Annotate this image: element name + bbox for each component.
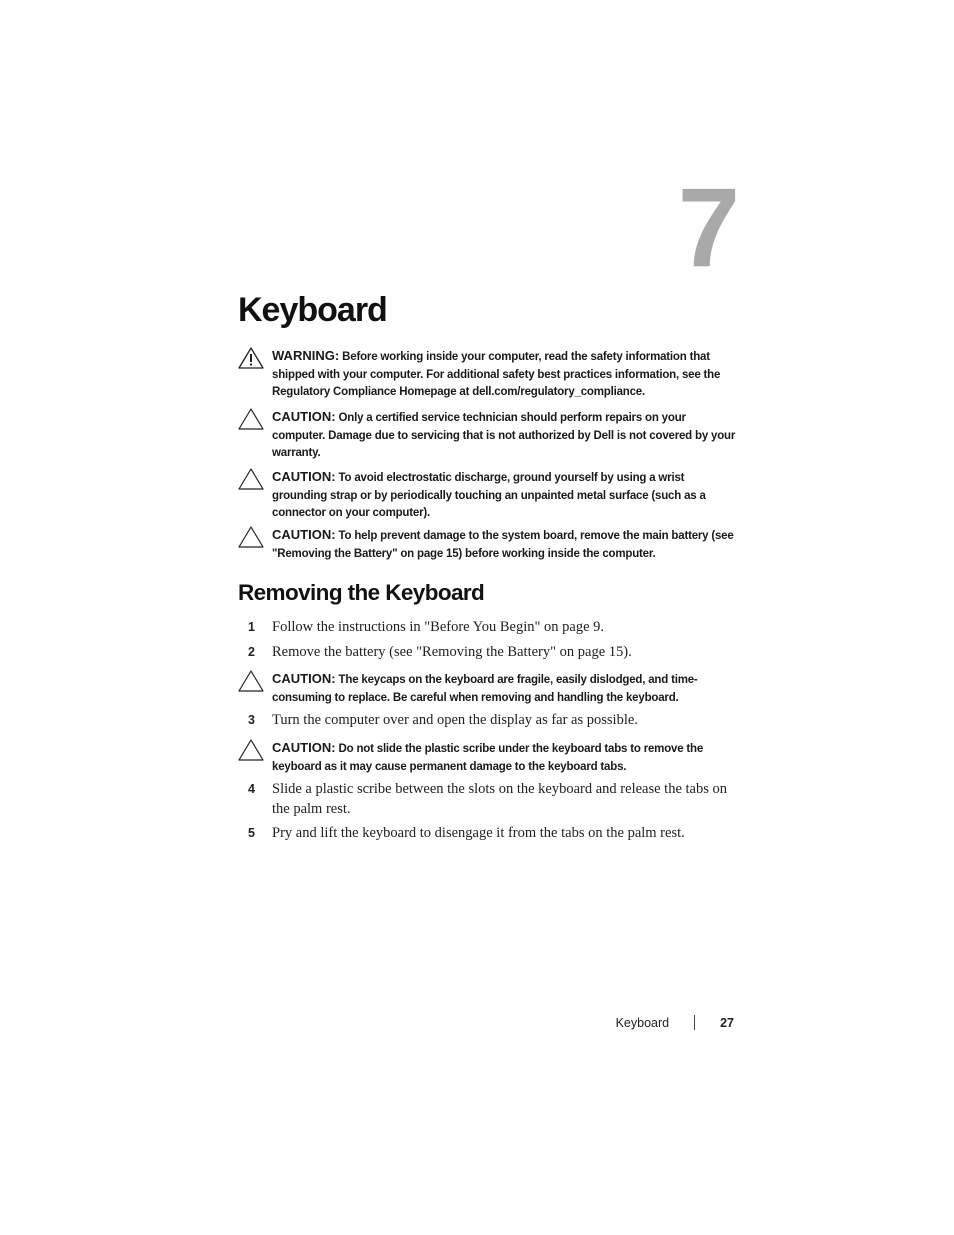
step-item xyxy=(248,710,740,730)
footer-divider xyxy=(694,1015,695,1030)
step-number: 1 xyxy=(248,620,255,634)
step-item xyxy=(248,823,740,843)
step-text: Remove the battery (see "Removing the Battery" on page 15). xyxy=(272,644,632,660)
chapter-title: Keyboard xyxy=(238,291,387,329)
caution-icon xyxy=(238,526,264,548)
chapter-number: 7 xyxy=(677,165,738,290)
caution-notice xyxy=(238,739,738,776)
notice-label: WARNING: xyxy=(272,348,340,363)
caution-icon xyxy=(238,670,264,692)
step-text: Follow the instructions in "Before You Begin" on page 9. xyxy=(272,619,605,635)
notice-text: Only a certified service technician should perform repairs on your computer. Damage due to servicing that is not authorized by Dell is not covered by your warranty. xyxy=(272,412,736,459)
step-text: Turn the computer over and open the display as far as possible. xyxy=(272,712,638,728)
step-text: Pry and lift the keyboard to disengage it from the tabs on the palm rest. xyxy=(272,825,685,841)
notice-text: Do not slide the plastic scribe under the keyboard tabs to remove the keyboard as it may cause permanent damage to the keyboard tabs. xyxy=(272,743,704,773)
step-item xyxy=(248,642,740,662)
notice-label: CAUTION: xyxy=(272,671,336,686)
caution-icon xyxy=(238,739,264,761)
notice-label: CAUTION: xyxy=(272,469,336,484)
step-number: 5 xyxy=(248,826,255,840)
step-number: 2 xyxy=(248,645,255,659)
warning-notice xyxy=(238,347,738,402)
step-text: Slide a plastic scribe between the slots on the keyboard and release the tabs on the palm rest. xyxy=(272,781,727,817)
notice-label: CAUTION: xyxy=(272,527,336,542)
page-number: 27 xyxy=(720,1015,734,1030)
notice-label: CAUTION: xyxy=(272,409,336,424)
step-item xyxy=(248,779,740,819)
caution-icon xyxy=(238,408,264,430)
warning-icon xyxy=(238,347,264,369)
notice-label: CAUTION: xyxy=(272,740,336,755)
caution-icon xyxy=(238,468,264,490)
notice-text: Before working inside your computer, read the safety information that shipped with your computer. For additional safety best practices information, see the Regulatory Compliance Homepage at dell.com/regulatory_compliance. xyxy=(272,351,721,398)
notice-text: The keycaps on the keyboard are fragile, easily dislodged, and time-consuming to replace. Be careful when removing and handling the keyboard. xyxy=(272,674,698,704)
step-number: 4 xyxy=(248,782,255,796)
caution-notice xyxy=(238,468,738,523)
caution-notice xyxy=(238,526,738,563)
section-title: Removing the Keyboard xyxy=(238,580,485,605)
caution-notice xyxy=(238,408,738,463)
step-item xyxy=(248,617,740,637)
notice-text: To avoid electrostatic discharge, ground yourself by using a wrist grounding strap or by periodically touching an unpainted metal surface (such as a connector on your computer). xyxy=(272,472,706,519)
caution-notice xyxy=(238,670,738,707)
page-footer xyxy=(616,1015,734,1030)
footer-section-name: Keyboard xyxy=(615,1015,670,1030)
step-number: 3 xyxy=(248,713,255,727)
notice-text: To help prevent damage to the system board, remove the main battery (see "Removing the Battery" on page 15) before working inside the computer. xyxy=(272,530,734,560)
